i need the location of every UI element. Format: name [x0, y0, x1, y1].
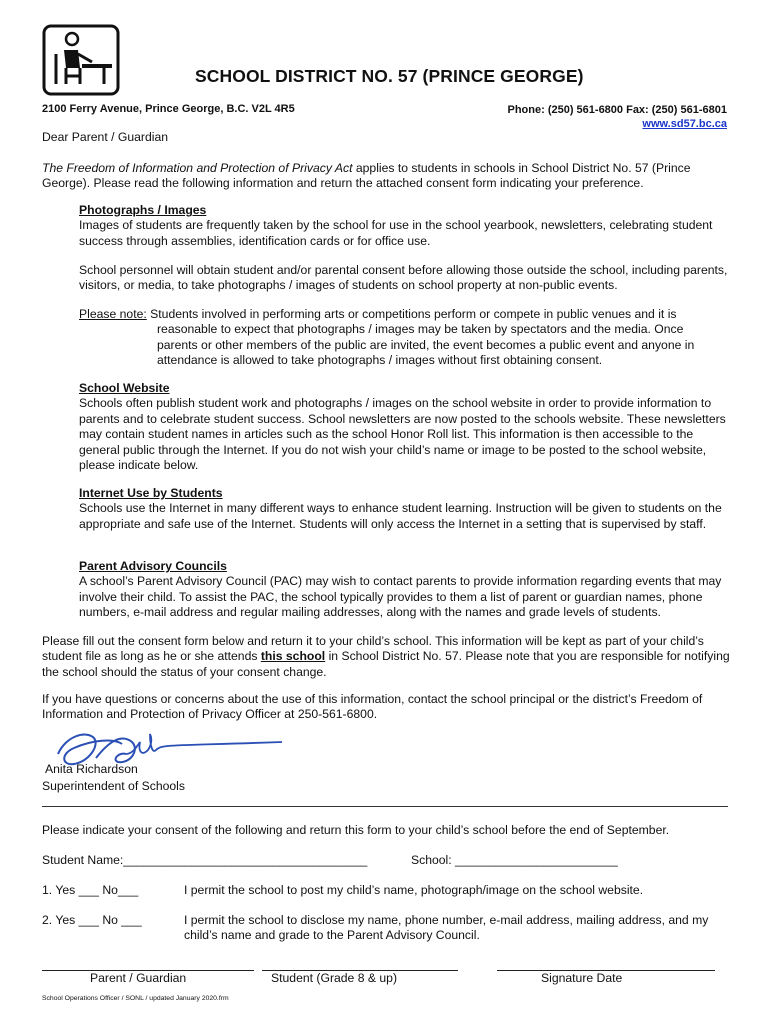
intro-text: applies to students in schools in School District No. 57 (Prince George). Please read the following information and return the attached consent form indicating your preference.: [42, 161, 691, 191]
item1-text: I permit the school to post my child’s name, photograph/image on the school website.: [184, 883, 644, 897]
page-title: SCHOOL DISTRICT NO. 57 (PRINCE GEORGE): [195, 66, 584, 86]
questions-paragraph: If you have questions or concerns about the use of this information, contact the school principal or the district’s Freedom of Information and Protection of Privacy Officer at 250-561-6800.: [42, 692, 703, 722]
note-label: Please note:: [79, 307, 147, 321]
consent-paragraph: [42, 634, 732, 680]
phone-fax: Phone: (250) 561-6800 Fax: (250) 561-6801: [507, 104, 727, 116]
item2-text: I permit the school to disclose my name, phone number, e-mail address, mailing address, and my child’s name and grade to the Parent Advisory Council.: [184, 913, 709, 943]
date-signature-label: Signature Date: [541, 971, 623, 985]
photos-paragraph-1: Images of students are frequently taken by the school for use in the school yearbook, newsletters, celebrating student success through assemblies, identification cards or for office use.: [79, 218, 713, 248]
consent-text-after: in School District No. 57. Please note that you are responsible for notifying the school should the status of your consent change.: [42, 649, 730, 679]
student-signature-label: Student (Grade 8 & up): [271, 971, 398, 985]
signatory-title: Superintendent of Schools: [42, 779, 185, 793]
website-heading: School Website: [79, 381, 170, 395]
form-instruction: Please indicate your consent of the following and return this form to your child’s school before the end of September.: [42, 823, 670, 837]
student-name-blank[interactable]: ____________________________________: [123, 853, 368, 867]
consent-emphasis: this school: [260, 649, 326, 664]
photos-section: [79, 203, 729, 249]
item1-choice[interactable]: 1. Yes ___ No___: [42, 883, 139, 897]
act-name: The Freedom of Information and Protection of Privacy Act: [42, 161, 353, 175]
intro-paragraph: [42, 161, 732, 192]
student-name-field[interactable]: [42, 853, 367, 868]
consent-text-before: Please fill out the consent form below and return it to your child’s school. This information will be kept as part of your child’s student file as long as he or she attends: [42, 634, 704, 664]
greeting: Dear Parent / Guardian: [42, 130, 169, 144]
school-blank[interactable]: ________________________: [455, 853, 618, 867]
internet-section: [79, 486, 729, 532]
school-field[interactable]: [411, 853, 618, 868]
district-logo-icon: [42, 24, 120, 96]
district-address: 2100 Ferry Avenue, Prince George, B.C. V2L 4R5: [42, 103, 295, 115]
student-name-label: Student Name:: [42, 853, 124, 867]
section-divider: [42, 806, 728, 807]
website-link[interactable]: www.sd57.bc.ca: [642, 118, 727, 130]
photos-paragraph-2: School personnel will obtain student and/or parental consent before allowing those outside the school, including parents, visitors, or media, to take photographs / images of students on school property at non-public events.: [79, 263, 728, 293]
pac-paragraph: A school’s Parent Advisory Council (PAC) may wish to contact parents to provide information regarding events that may involve their child. To assist the PAC, the school typically provides to them a list of parent or guardian names, phone numbers, e-mail address and regular mailing addresses, along with the names and grade levels of students.: [79, 574, 722, 620]
signatory-name: Anita Richardson: [45, 762, 138, 776]
website-section: [79, 381, 729, 473]
internet-paragraph: Schools use the Internet in many different ways to enhance student learning. Instruction will be given to students on the appropriate and safe use of the Internet. Students will only access the Internet in a setting that is supervised by staff.: [79, 501, 722, 531]
district-contact: [507, 103, 727, 131]
pac-section: [79, 559, 729, 621]
pac-heading: Parent Advisory Councils: [79, 559, 227, 573]
photos-heading: Photographs / Images: [79, 203, 207, 217]
website-paragraph: Schools often publish student work and photographs / images on the school website in order to provide information to parents and to celebrate student success. School newsletters are now posted to the schools website. These newsletters may contain student names in articles such as the school Honor Roll list. This information is then accessible to the general public through the Internet. If you do not wish your child’s name or image to be posted to the school website, please indicate below.: [79, 396, 726, 473]
note-first-line: Students involved in performing arts or competitions perform or compete in public venues and it is: [146, 307, 677, 321]
item2-choice[interactable]: 2. Yes ___ No ___: [42, 913, 142, 927]
footer-note: School Operations Officer / SONL / updated January 2020.frm: [42, 995, 229, 1002]
photos-note: [79, 307, 719, 369]
parent-signature-label: Parent / Guardian: [90, 971, 187, 985]
note-continuation: reasonable to expect that photographs / images may be taken by spectators and the media. Once parents or other members of the public are invited, the event becomes a public event and anyone in attendance is allowed to take photographs / images without first obtaining consent.: [157, 322, 695, 368]
internet-heading: Internet Use by Students: [79, 486, 223, 500]
school-label: School:: [411, 853, 452, 867]
